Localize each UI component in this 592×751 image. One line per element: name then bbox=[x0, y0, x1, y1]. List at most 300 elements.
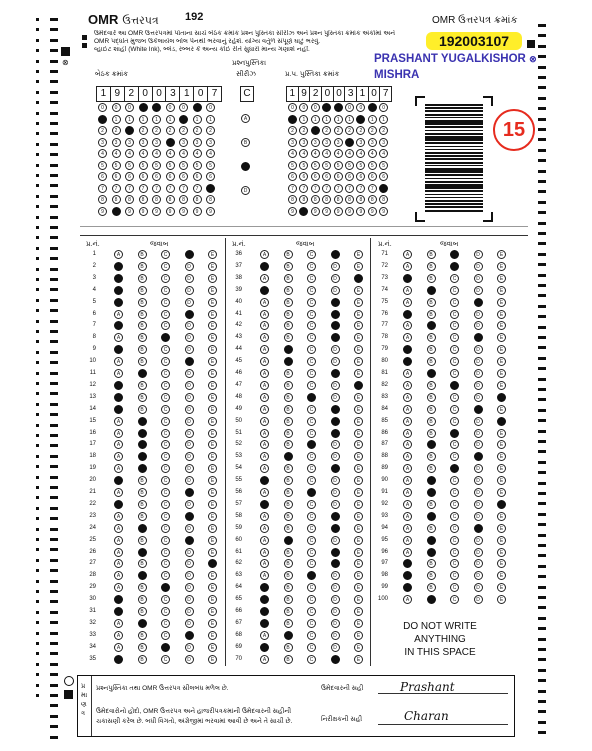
answer-bubble: A bbox=[114, 595, 123, 604]
answer-bubble: A bbox=[114, 440, 123, 449]
answer-bubble: C bbox=[450, 417, 459, 426]
timing-mark-left bbox=[50, 704, 58, 707]
sheet-title bbox=[88, 12, 159, 28]
digit-bubble: 6 bbox=[288, 172, 297, 181]
timing-mark-left bbox=[50, 528, 58, 531]
answer-bubble: A bbox=[114, 655, 123, 664]
digit-bubble: 8 bbox=[139, 195, 148, 204]
digit-bubble: 9 bbox=[166, 207, 175, 216]
answer-bubble: C bbox=[161, 250, 170, 259]
timing-mark-right bbox=[538, 367, 546, 370]
booklet-number-boxes bbox=[286, 86, 392, 102]
answer-bubble: C bbox=[161, 643, 170, 652]
digit-bubble: 0 bbox=[379, 103, 388, 112]
timing-mark-right bbox=[538, 242, 546, 245]
answer-bubble: B bbox=[427, 559, 436, 568]
answer-bubble: C bbox=[161, 464, 170, 473]
answer-bubble: A bbox=[403, 583, 412, 592]
answer-bubble: C bbox=[307, 536, 316, 545]
answer-bubble: C bbox=[161, 559, 170, 568]
candidate-name: PRASHANT YUGALKISHOR ⊗ MISHRA bbox=[374, 53, 537, 81]
question-number: 81 bbox=[381, 370, 388, 376]
digit-bubble: 4 bbox=[368, 149, 377, 158]
timing-mark-left bbox=[50, 559, 58, 562]
answer-bubble: A bbox=[114, 512, 123, 521]
answer-bubble: D bbox=[331, 607, 340, 616]
answer-bubble: D bbox=[185, 262, 194, 271]
answer-bubble: D bbox=[185, 559, 194, 568]
timing-mark-left bbox=[50, 320, 58, 323]
timing-mark-right bbox=[538, 690, 546, 693]
instruction-bullet bbox=[82, 35, 87, 40]
answer-bubble: E bbox=[354, 310, 363, 319]
timing-mark-left bbox=[50, 91, 58, 94]
answer-bubble: B bbox=[138, 250, 147, 259]
digit-box-cell: 0 bbox=[322, 87, 334, 101]
answer-bubble: A bbox=[260, 321, 269, 330]
digit-bubble: 9 bbox=[139, 207, 148, 216]
answer-bubble: B bbox=[284, 619, 293, 628]
answer-bubble: D bbox=[185, 286, 194, 295]
question-number: 76 bbox=[381, 310, 388, 317]
answer-bubble: D bbox=[185, 381, 194, 390]
answer-bubble: B bbox=[138, 488, 147, 497]
digit-bubble: 5 bbox=[322, 161, 331, 170]
answer-bubble: B bbox=[138, 262, 147, 271]
answer-bubble: E bbox=[208, 286, 217, 295]
answer-bubble: B bbox=[284, 595, 293, 604]
question-number: 60 bbox=[235, 536, 242, 543]
answer-bubble: E bbox=[497, 405, 506, 414]
digit-bubble: 5 bbox=[379, 161, 388, 170]
answer-bubble: B bbox=[284, 381, 293, 390]
digit-bubble: 0 bbox=[139, 103, 148, 112]
answer-bubble: C bbox=[450, 357, 459, 366]
timing-mark-left bbox=[50, 673, 58, 676]
question-number: 62 bbox=[235, 560, 242, 567]
answer-bubble: E bbox=[354, 464, 363, 473]
digit-bubble: 7 bbox=[345, 184, 354, 193]
answer-bubble: E bbox=[497, 524, 506, 533]
do-not-write-line2: ANYTHING bbox=[414, 634, 466, 645]
question-number: 3 bbox=[92, 274, 96, 281]
answer-bubble: B bbox=[138, 274, 147, 283]
answer-bubble: D bbox=[331, 571, 340, 580]
answer-bubble: D bbox=[474, 452, 483, 461]
digit-bubble: 8 bbox=[368, 195, 377, 204]
digit-bubble: 4 bbox=[299, 149, 308, 158]
barcode-bar bbox=[425, 123, 483, 125]
answer-bubble: C bbox=[450, 298, 459, 307]
answer-bubble: D bbox=[185, 655, 194, 664]
digit-bubble: 0 bbox=[125, 103, 134, 112]
answer-bubble: A bbox=[114, 583, 123, 592]
digit-bubble: 7 bbox=[356, 184, 365, 193]
answer-bubble: B bbox=[427, 310, 436, 319]
answer-bubble: D bbox=[331, 583, 340, 592]
answer-bubble: D bbox=[331, 524, 340, 533]
digit-bubble: 0 bbox=[112, 103, 121, 112]
timing-mark-right bbox=[538, 180, 546, 183]
digit-bubble: 5 bbox=[288, 161, 297, 170]
timing-dot-left bbox=[36, 663, 39, 666]
answer-bubble: A bbox=[114, 333, 123, 342]
answer-bubble: B bbox=[427, 464, 436, 473]
question-number: 16 bbox=[89, 429, 96, 436]
digit-bubble: 2 bbox=[334, 126, 343, 135]
question-number: 63 bbox=[235, 572, 242, 579]
timing-mark-left bbox=[50, 101, 58, 104]
barcode-bar bbox=[425, 158, 483, 160]
answer-bubble: E bbox=[208, 595, 217, 604]
answer-heading-2: જવાબ bbox=[296, 241, 315, 248]
answer-bubble: B bbox=[138, 286, 147, 295]
answer-bubble: C bbox=[450, 452, 459, 461]
answer-bubble: E bbox=[208, 559, 217, 568]
answer-bubble: C bbox=[161, 500, 170, 509]
timing-mark-left bbox=[50, 205, 58, 208]
answer-bubble: D bbox=[331, 631, 340, 640]
answer-bubble: A bbox=[403, 429, 412, 438]
digit-bubble: 3 bbox=[345, 138, 354, 147]
digit-bubble: 9 bbox=[322, 207, 331, 216]
barcode-corner bbox=[483, 96, 493, 106]
answer-bubble: C bbox=[161, 440, 170, 449]
answer-bubble: C bbox=[307, 274, 316, 283]
timing-dot-left bbox=[36, 548, 39, 551]
answer-bubble: C bbox=[450, 571, 459, 580]
answer-bubble: C bbox=[450, 393, 459, 402]
digit-bubble: 7 bbox=[139, 184, 148, 193]
digit-box-cell: 9 bbox=[299, 87, 311, 101]
answer-bubble: A bbox=[403, 250, 412, 259]
timing-mark-left bbox=[50, 465, 58, 468]
answer-bubble: C bbox=[307, 655, 316, 664]
answer-bubble: E bbox=[208, 298, 217, 307]
answer-bubble: E bbox=[208, 369, 217, 378]
answer-bubble: D bbox=[474, 500, 483, 509]
question-number: 39 bbox=[235, 286, 242, 293]
barcode-bar bbox=[425, 114, 483, 116]
do-not-write-line3: IN THIS SPACE bbox=[404, 647, 476, 658]
qno-heading-1: પ્ર.નં. bbox=[86, 241, 100, 248]
digit-bubble: 2 bbox=[152, 126, 161, 135]
digit-bubble: 5 bbox=[311, 161, 320, 170]
answer-bubble: C bbox=[161, 286, 170, 295]
answer-bubble: B bbox=[138, 429, 147, 438]
answer-bubble: C bbox=[161, 417, 170, 426]
question-number: 1 bbox=[92, 251, 96, 257]
question-number: 75 bbox=[381, 298, 388, 305]
answer-bubble: D bbox=[331, 310, 340, 319]
timing-mark-left bbox=[50, 725, 58, 728]
invigilator-signature: Charan bbox=[404, 709, 449, 723]
timing-dot-left bbox=[36, 132, 39, 135]
digit-bubble: 6 bbox=[206, 172, 215, 181]
answer-bubble: B bbox=[138, 655, 147, 664]
do-not-write-line1: DO NOT WRITE bbox=[403, 621, 477, 632]
answer-bubble: E bbox=[497, 488, 506, 497]
timing-dot-left bbox=[36, 600, 39, 603]
answer-bubble: C bbox=[161, 429, 170, 438]
question-number: 19 bbox=[89, 465, 96, 472]
digit-bubble: 6 bbox=[345, 172, 354, 181]
answer-bubble: D bbox=[185, 440, 194, 449]
digit-bubble: 4 bbox=[322, 149, 331, 158]
answer-bubble: E bbox=[354, 536, 363, 545]
answer-bubble: C bbox=[307, 310, 316, 319]
answer-bubble: A bbox=[260, 298, 269, 307]
answer-bubble: B bbox=[138, 452, 147, 461]
digit-bubble: 3 bbox=[112, 138, 121, 147]
question-number: 8 bbox=[92, 334, 96, 341]
answer-bubble: C bbox=[161, 405, 170, 414]
timing-mark-right bbox=[538, 211, 546, 214]
answer-bubble: B bbox=[427, 595, 436, 604]
answer-bubble: B bbox=[284, 464, 293, 473]
answer-bubble: A bbox=[260, 643, 269, 652]
answer-bubble: A bbox=[260, 476, 269, 485]
answer-bubble: D bbox=[185, 345, 194, 354]
timing-mark-right bbox=[538, 544, 546, 547]
answer-bubble: E bbox=[354, 524, 363, 533]
digit-bubble: 5 bbox=[193, 161, 202, 170]
timing-mark-left bbox=[50, 392, 58, 395]
timing-dot-left bbox=[36, 424, 39, 427]
timing-dot-left bbox=[36, 143, 39, 146]
timing-mark-left bbox=[50, 476, 58, 479]
answer-bubble: C bbox=[450, 369, 459, 378]
timing-mark-left bbox=[50, 236, 58, 239]
timing-dot-left bbox=[36, 444, 39, 447]
answer-bubble: B bbox=[138, 548, 147, 557]
answer-bubble: A bbox=[403, 464, 412, 473]
digit-bubble: 2 bbox=[311, 126, 320, 135]
answer-bubble: E bbox=[497, 321, 506, 330]
question-number: 18 bbox=[89, 453, 96, 460]
digit-bubble: 7 bbox=[98, 184, 107, 193]
certification-line3: ચકાસણી કરેલ છે. બધી વિગતો, અંગ્રેજીમાં ભરવામાં આવી છે અને તે સાચી છે. bbox=[96, 718, 293, 725]
answer-bubble: C bbox=[307, 500, 316, 509]
question-number: 79 bbox=[381, 346, 388, 353]
barcode-bar bbox=[425, 197, 483, 199]
title-gujarati: ઉત્તરપત્ર bbox=[122, 15, 159, 27]
barcode-bar bbox=[425, 142, 483, 144]
barcode-corner bbox=[415, 212, 425, 222]
digit-bubble: 3 bbox=[368, 138, 377, 147]
timing-mark-left bbox=[50, 486, 58, 489]
answer-bubble: B bbox=[427, 548, 436, 557]
answer-bubble: D bbox=[331, 321, 340, 330]
answer-bubble: C bbox=[161, 452, 170, 461]
digit-bubble: 5 bbox=[356, 161, 365, 170]
answer-bubble: A bbox=[403, 310, 412, 319]
answer-bubble: C bbox=[307, 512, 316, 521]
qno-heading-3: પ્ર.નં. bbox=[378, 241, 392, 248]
answer-heading-1: જવાબ bbox=[150, 241, 169, 248]
answer-bubble: A bbox=[114, 524, 123, 533]
series-bubble-d: D bbox=[241, 186, 250, 195]
answer-bubble: C bbox=[307, 524, 316, 533]
question-number: 17 bbox=[89, 441, 96, 448]
answer-bubble: B bbox=[284, 583, 293, 592]
timing-mark-left bbox=[50, 153, 58, 156]
answer-bubble: D bbox=[185, 643, 194, 652]
timing-dot-left bbox=[36, 621, 39, 624]
timing-mark-left bbox=[50, 122, 58, 125]
series-label: સીરીઝ bbox=[236, 71, 256, 78]
timing-mark-left bbox=[50, 455, 58, 458]
answer-bubble: B bbox=[284, 488, 293, 497]
timing-mark-right bbox=[538, 170, 546, 173]
answer-bubble: C bbox=[450, 524, 459, 533]
question-number: 40 bbox=[235, 298, 242, 305]
answer-bubble: D bbox=[331, 250, 340, 259]
answer-bubble: D bbox=[331, 476, 340, 485]
barcode-bar bbox=[425, 174, 483, 176]
timing-dot-left bbox=[36, 91, 39, 94]
digit-bubble: 6 bbox=[179, 172, 188, 181]
answer-bubble: C bbox=[450, 559, 459, 568]
digit-bubble: 3 bbox=[356, 138, 365, 147]
answer-bubble: D bbox=[185, 298, 194, 307]
digit-bubble: 8 bbox=[379, 195, 388, 204]
answer-bubble: E bbox=[208, 274, 217, 283]
timing-mark-left bbox=[50, 39, 58, 42]
answer-bubble: E bbox=[354, 452, 363, 461]
answer-bubble: C bbox=[161, 381, 170, 390]
answer-bubble: B bbox=[427, 429, 436, 438]
timing-mark-right bbox=[538, 378, 546, 381]
digit-box-cell: 1 bbox=[357, 87, 369, 101]
answer-bubble: D bbox=[331, 595, 340, 604]
answer-bubble: B bbox=[284, 310, 293, 319]
digit-bubble: 3 bbox=[322, 138, 331, 147]
answer-bubble: D bbox=[331, 655, 340, 664]
answer-bubble: E bbox=[208, 607, 217, 616]
answer-bubble: C bbox=[161, 631, 170, 640]
answer-bubble: B bbox=[284, 321, 293, 330]
answer-bubble: B bbox=[284, 405, 293, 414]
answer-bubble: D bbox=[331, 452, 340, 461]
timing-mark-right bbox=[538, 450, 546, 453]
timing-dot-left bbox=[36, 164, 39, 167]
question-number: 92 bbox=[381, 500, 388, 507]
timing-mark-right bbox=[538, 336, 546, 339]
timing-mark-right bbox=[538, 138, 546, 141]
answer-bubble: D bbox=[474, 488, 483, 497]
answer-bubble: B bbox=[284, 655, 293, 664]
timing-dot-left bbox=[36, 486, 39, 489]
answer-bubble: C bbox=[307, 583, 316, 592]
digit-bubble: 7 bbox=[112, 184, 121, 193]
timing-mark-left bbox=[50, 278, 58, 281]
answer-bubble: A bbox=[403, 381, 412, 390]
digit-bubble: 0 bbox=[322, 103, 331, 112]
answer-bubble: A bbox=[114, 452, 123, 461]
answer-bubble: B bbox=[138, 524, 147, 533]
digit-bubble: 1 bbox=[311, 115, 320, 124]
digit-bubble: 0 bbox=[345, 103, 354, 112]
answer-bubble: A bbox=[114, 321, 123, 330]
answer-bubble: B bbox=[427, 393, 436, 402]
timing-mark-right bbox=[538, 731, 546, 734]
digit-bubble: 8 bbox=[98, 195, 107, 204]
digit-bubble: 9 bbox=[179, 207, 188, 216]
question-number: 52 bbox=[235, 441, 242, 448]
registration-circle-small: ⊗ bbox=[62, 58, 69, 67]
question-number: 25 bbox=[89, 536, 96, 543]
timing-mark-right bbox=[538, 721, 546, 724]
digit-bubble: 2 bbox=[139, 126, 148, 135]
timing-mark-left bbox=[50, 70, 58, 73]
timing-mark-right bbox=[538, 232, 546, 235]
answer-bubble: D bbox=[474, 381, 483, 390]
answer-bubble: E bbox=[497, 369, 506, 378]
registration-circle bbox=[64, 676, 74, 686]
answer-bubble: C bbox=[161, 274, 170, 283]
digit-bubble: 8 bbox=[334, 195, 343, 204]
answer-bubble: B bbox=[284, 369, 293, 378]
digit-box-cell: 9 bbox=[111, 87, 125, 101]
timing-mark-right bbox=[538, 305, 546, 308]
answer-bubble: B bbox=[138, 381, 147, 390]
answer-bubble: D bbox=[331, 369, 340, 378]
answer-bubble: B bbox=[427, 524, 436, 533]
answer-bubble: E bbox=[354, 595, 363, 604]
question-number: 84 bbox=[381, 405, 388, 412]
instruction-line-1: ઉમેદવારે આ OMR ઉત્તરપત્રમાં પોતાના સાચે બેઠક ક્રમાંક પ્રશ્ન પુસ્તિકા સીરીઝ અને પ્રશ્ન પુસ્તિકા ક્રમાંક અંકોમાં અને bbox=[94, 30, 396, 37]
answer-bubble: D bbox=[331, 536, 340, 545]
answer-bubble: E bbox=[208, 476, 217, 485]
question-number: 97 bbox=[381, 560, 388, 567]
answer-bubble: A bbox=[114, 286, 123, 295]
answer-bubble: D bbox=[331, 405, 340, 414]
answer-bubble: D bbox=[185, 631, 194, 640]
answer-bubble: C bbox=[450, 500, 459, 509]
digit-bubble: 3 bbox=[152, 138, 161, 147]
answer-bubble: C bbox=[450, 548, 459, 557]
timing-mark-right bbox=[538, 596, 546, 599]
question-number: 41 bbox=[235, 310, 242, 317]
barcode-bar bbox=[425, 194, 483, 196]
answer-bubble: D bbox=[474, 524, 483, 533]
answer-bubble: D bbox=[474, 321, 483, 330]
answer-bubble: A bbox=[114, 571, 123, 580]
question-number: 38 bbox=[235, 274, 242, 281]
question-number: 22 bbox=[89, 500, 96, 507]
answer-bubble: B bbox=[427, 250, 436, 259]
answer-bubble: D bbox=[331, 619, 340, 628]
timing-mark-left bbox=[50, 184, 58, 187]
answer-bubble: E bbox=[497, 345, 506, 354]
answer-bubble: C bbox=[450, 429, 459, 438]
timing-mark-right bbox=[538, 149, 546, 152]
answer-bubble: D bbox=[474, 476, 483, 485]
timing-dot-left bbox=[36, 559, 39, 562]
answer-bubble: D bbox=[474, 583, 483, 592]
answer-bubble: E bbox=[497, 250, 506, 259]
timing-dot-left bbox=[36, 632, 39, 635]
answer-bubble: D bbox=[331, 357, 340, 366]
question-number: 31 bbox=[89, 608, 96, 614]
answer-bubble: C bbox=[450, 488, 459, 497]
question-number: 21 bbox=[89, 489, 96, 495]
qno-heading-2: પ્ર.નં. bbox=[232, 241, 246, 248]
digit-bubble: 9 bbox=[288, 207, 297, 216]
answer-bubble: C bbox=[307, 464, 316, 473]
answer-bubble: E bbox=[354, 571, 363, 580]
